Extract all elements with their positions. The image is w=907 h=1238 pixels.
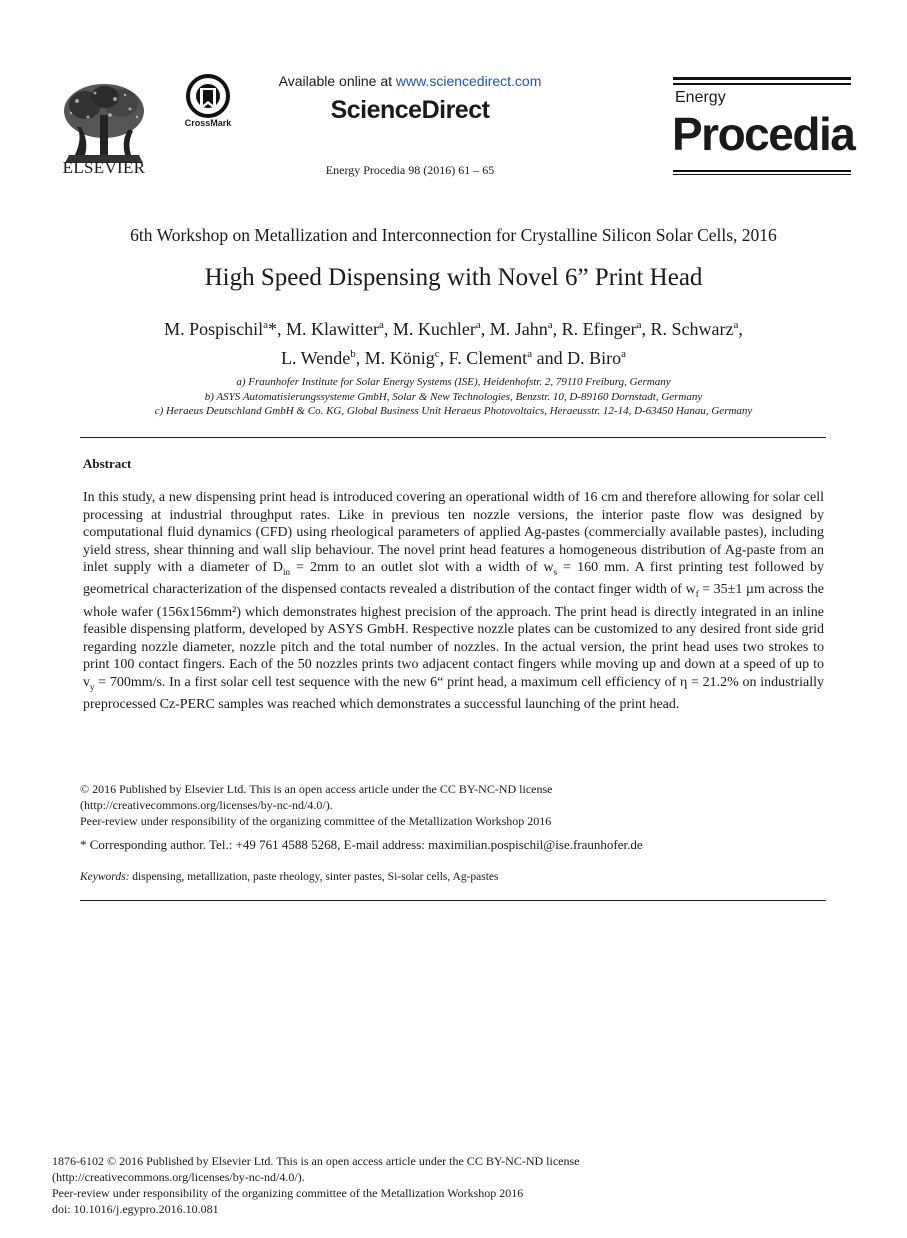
- author-affil-sup: c: [434, 348, 440, 360]
- author-affil-sup: a: [547, 319, 553, 331]
- journal-name-procedia: Procedia: [672, 108, 855, 160]
- author-sep: ,: [355, 348, 365, 368]
- abstract-text-2: = 2mm to an outlet slot with a width of w: [290, 560, 554, 575]
- subscript-in: in: [283, 566, 291, 577]
- author-line-2: [80, 342, 827, 371]
- journal-name-energy: Energy: [675, 89, 726, 106]
- abstract-text-3: = 160 mm. A first printing test followed by geometrical characterization of the dispensed contacts revealed a distribution of the contact finger width of w: [83, 560, 824, 598]
- paper-title: High Speed Dispensing with Novel 6” Print Head: [204, 264, 703, 291]
- author-affil-sup: a: [263, 319, 269, 331]
- author-line-1: [80, 313, 827, 342]
- author-name: M. Pospischil: [164, 319, 264, 339]
- author-sep: ,: [439, 348, 449, 368]
- author-name: M. Kuchler: [392, 319, 476, 339]
- journal-rule-top-thin: [673, 83, 851, 85]
- author-sep: ,: [552, 319, 562, 339]
- author-name: R. Efinger: [561, 319, 637, 339]
- abstract-body: [83, 489, 824, 713]
- journal-rule-top: [673, 77, 851, 80]
- journal-rule-bottom-thin: [673, 174, 851, 175]
- author-name: L. Wende: [281, 348, 351, 368]
- author-name: F. Clement: [448, 348, 528, 368]
- affiliation-a: a) Fraunhofer Institute for Solar Energy Systems (ISE), Heidenhofstr. 2, 79110 Freiburg, Germany: [236, 376, 671, 388]
- abstract-heading: Abstract: [83, 456, 132, 471]
- subscript-f: f: [695, 589, 699, 600]
- abstract-text-5: = 700mm/s. In a first solar cell test sequence with the new 6“ print head, a maximum cell efficiency of η = 21.2% on industrially preprocessed Cz-PERC samples was reached which demonstrates a successful launching of the print head.: [83, 674, 824, 712]
- author-sep: ,: [738, 319, 743, 339]
- available-prefix: Available online at: [278, 73, 396, 89]
- abstract-text-4: = 35±1 µm across the whole wafer (156x156mm²) which demonstrates highest precision of the approach. The print head is directly integrated in an inline feasible dispensing platform, developed by ASYS GmbH. Respective nozzle plates can be customized to any desired front side grid regarding nozzle diameter, nozzle pitch and the total number of nozzles. In the actual version, the print head uses two strokes to print 100 contact fingers. Each of the 50 nozzles prints two adjacent contact fingers while moving up and down at a speed of up to v: [83, 582, 824, 690]
- crossmark-label: CrossMark: [184, 118, 232, 128]
- abstract-text-1: In this study, a new dispensing print head is introduced covering an operational width of 16 cm and therefore allowing for solar cell processing at industrial throughput rates. Like in previous ten nozzle versions, the interior paste flow was designed by computational fluid dynamics (CFD) using rheological parameters of applied Ag-pastes (commercially available pastes), including yield stress, shear thinning and wall slip behaviour. The novel print head features a homogeneous distribution of Ag-paste from an inlet supply with a diameter of D: [83, 490, 824, 575]
- subscript-y: y: [90, 681, 95, 692]
- license-line: © 2016 Published by Elsevier Ltd. This is an open access article under the CC BY-NC-ND license: [80, 782, 553, 796]
- author-sep: ,: [480, 319, 490, 339]
- divider-top: [80, 437, 826, 438]
- author-affil-sup: a: [475, 319, 481, 331]
- footer-doi[interactable]: doi: 10.1016/j.egypro.2016.10.081: [52, 1202, 219, 1216]
- author-sep: ,: [641, 319, 651, 339]
- author-name: M. Klawitter: [286, 319, 379, 339]
- author-affil-sup: a: [379, 319, 384, 331]
- author-name: M. König: [364, 348, 435, 368]
- author-affil-sup: a: [733, 319, 739, 331]
- page-footer: [52, 1153, 852, 1217]
- author-affil-sup: a: [636, 319, 642, 331]
- journal-reference: Energy Procedia 98 (2016) 61 – 65: [325, 163, 495, 177]
- available-online: [250, 73, 570, 89]
- divider-bottom: [80, 900, 826, 901]
- journal-rule-bottom: [673, 170, 851, 172]
- license-block: [80, 781, 824, 829]
- keywords-list: dispensing, metallization, paste rheology, sinter pastes, Si-solar cells, Ag-pastes: [129, 871, 499, 883]
- workshop-name: 6th Workshop on Metallization and Interconnection for Crystalline Silicon Solar Cells, 2016: [130, 225, 777, 245]
- keywords: [80, 871, 824, 883]
- affiliation-b: b) ASYS Automatisierungssysteme GmbH, Solar & New Technologies, Benzstr. 10, D-89160 Dornstadt, Germany: [204, 390, 703, 403]
- footer-issn-line: 1876-6102 © 2016 Published by Elsevier Ltd. This is an open access article under the CC BY-NC-ND license: [52, 1154, 580, 1168]
- author-name: M. Jahn: [489, 319, 548, 339]
- affiliations: [40, 375, 867, 419]
- subscript-s: s: [553, 566, 558, 577]
- license-url[interactable]: (http://creativecommons.org/licenses/by-nc-nd/4.0/).: [80, 798, 333, 812]
- footer-license-url[interactable]: (http://creativecommons.org/licenses/by-nc-nd/4.0/).: [52, 1170, 305, 1184]
- corresponding-author: * Corresponding author. Tel.: +49 761 4588 5268, E-mail address: maximilian.pospischil@ise.fraunhofer.de: [80, 837, 643, 852]
- footer-peer-review: Peer-review under responsibility of the organizing committee of the Metallization Workshop 2016: [52, 1186, 524, 1200]
- author-name: R. Schwarz: [650, 319, 734, 339]
- author-sep: *,: [268, 319, 287, 339]
- abstract-paragraph: [83, 489, 824, 713]
- author-affil-sup: b: [350, 348, 356, 360]
- author-list: [80, 313, 827, 371]
- peer-review-line: Peer-review under responsibility of the organizing committee of the Metallization Workshop 2016: [80, 814, 552, 828]
- affiliation-c: c) Heraeus Deutschland GmbH & Co. KG, Global Business Unit Heraeus Photovoltaics, Heraeusstr. 12-14, D-63450 Hanau, Germany: [154, 405, 753, 417]
- sciencedirect-link[interactable]: www.sciencedirect.com: [395, 73, 542, 89]
- publisher-name: ELSEVIER: [62, 158, 146, 177]
- author-affil-sup: a: [527, 348, 533, 360]
- author-name: D. Biro: [567, 348, 622, 368]
- author-sep: and: [532, 348, 568, 368]
- sciencedirect-wordmark: ScienceDirect: [330, 96, 490, 124]
- keywords-label: Keywords:: [80, 871, 130, 883]
- author-affil-sup: a: [621, 348, 626, 360]
- author-sep: ,: [383, 319, 393, 339]
